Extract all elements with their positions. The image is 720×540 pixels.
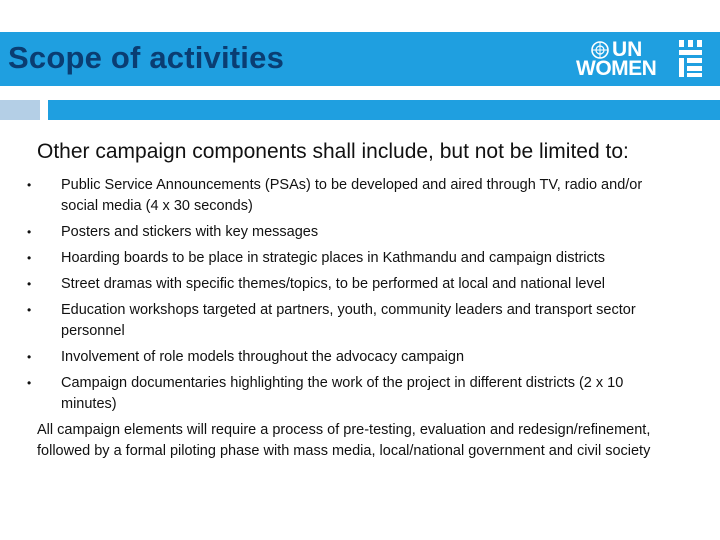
bullet-icon: • [27,251,32,265]
list-item-text: Street dramas with specific themes/topics, to be performed at local and national level [61,276,606,292]
list-item-text: Involvement of role models throughout the advocacy campaign [61,349,465,365]
bullet-icon: • [27,277,32,291]
logo-un-text: UN [612,38,643,61]
list-item [27,300,677,342]
logo-women-text: WOMEN [576,57,657,80]
bullet-icon: • [27,350,32,364]
un-women-logo [576,39,706,79]
header-bar [0,32,720,86]
list-item [27,347,677,368]
accent-square [0,100,40,120]
list-item [27,248,677,269]
page-title: Scope of activities [8,40,285,75]
list-item [27,222,677,243]
bullet-icon: • [27,178,32,192]
bullet-icon: • [27,303,32,317]
bullet-icon: • [27,376,32,390]
content-area [27,138,677,462]
activity-list [27,175,677,415]
bullet-icon: • [27,225,32,239]
list-item-text: Campaign documentaries highlighting the work of the project in different districts (2 x 10 minutes) [61,375,624,412]
list-item [27,274,677,295]
accent-bar [48,100,720,120]
closing-paragraph: All campaign elements will require a process of pre-testing, evaluation and redesign/refinement, followed by a formal piloting phase with mass media, local/national government and civil society [37,422,651,459]
list-item-text: Hoarding boards to be place in strategic places in Kathmandu and campaign districts [61,250,606,266]
list-item [27,175,677,217]
list-item [27,373,677,415]
list-item-text: Posters and stickers with key messages [61,224,319,240]
list-item-text: Education workshops targeted at partners, youth, community leaders and transport sector personnel [61,302,636,339]
intro-text: Other campaign components shall include, but not be limited to: [37,140,629,163]
equality-symbol-icon [678,39,704,79]
list-item-text: Public Service Announcements (PSAs) to be developed and aired through TV, radio and/or social media (4 x 30 seconds) [61,177,643,214]
